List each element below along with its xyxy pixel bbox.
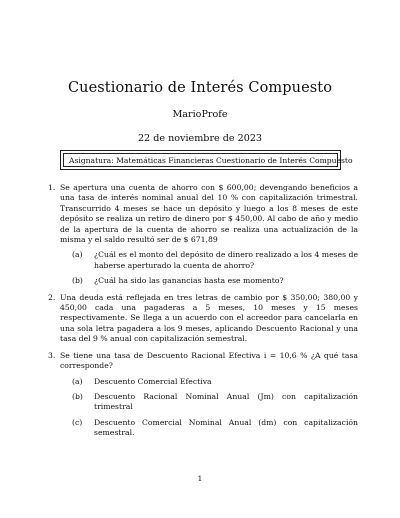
question-text: Se tiene una tasa de Descuento Racional Efectiva i = 10,6 % ¿A qué tasa corresponde? <box>60 350 358 371</box>
question-3 <box>48 351 358 439</box>
question-text: Una deuda está reflejada en tres letras de cambio por $ 350,00; 380,00 y 450,00 cada una pagaderas a 5 meses, 10 meses y 15 meses respectivamente. Se llega a un acuerdo con el acreedor para cancelarla en una sola letra pagadera a los 9 meses, aplicando Descuento Racional y una tasa del 9 % anual con capitalización semestral. <box>60 292 358 344</box>
author: MarioProfe <box>172 109 228 120</box>
question-2 <box>48 293 358 345</box>
sub-question-label: (b) <box>72 391 83 401</box>
sub-question <box>60 418 358 439</box>
question-list <box>48 183 358 445</box>
sub-question <box>60 250 358 271</box>
document-title: Cuestionario de Interés Compuesto <box>67 80 333 96</box>
question-number: 1. <box>48 183 56 192</box>
subject-box <box>60 150 353 170</box>
sub-question-text: Descuento Racional Nominal Anual (Jm) con capitalización trimestral <box>94 391 358 412</box>
subject-text: Asignatura: Matemáticas Financieras Cuestionario de Interés Compuesto <box>63 153 338 167</box>
question-number: 2. <box>48 292 56 302</box>
sub-question-text: Descuento Comercial Nominal Anual (dm) con capitalización semestral. <box>94 417 358 438</box>
sub-question <box>60 276 358 286</box>
sub-question-label: (c) <box>72 417 83 427</box>
question-text: Se apertura una cuenta de ahorro con $ 600,00; devengando beneficios a una tasa de interés nominal anual del 10 % con capitalización trimestral. Transcurrido 4 meses se hace un depósito y luego a los 8 meses de este depósito se realiza un retiro de dinero por $ 450,00. Al cabo de año y medio de la apertura de la cuenta de ahorro se realiza una actualización de la misma y el saldo resultó ser de $ 671,89 <box>60 183 358 245</box>
question-1 <box>48 183 358 287</box>
sub-question-label: (a) <box>72 250 83 260</box>
sub-question-label: (b) <box>72 276 83 286</box>
page-number: 1 <box>197 474 203 483</box>
sub-question-text: Descuento Comercial Efectiva <box>94 376 212 386</box>
sub-question-text: ¿Cuál es el monto del depósito de dinero realizado a los 4 meses de haberse aperturado la cuenta de ahorro? <box>94 250 358 270</box>
sub-question-text: ¿Cuál ha sido las ganancias hasta ese momento? <box>94 276 284 286</box>
date: 22 de noviembre de 2023 <box>137 133 263 144</box>
question-number: 3. <box>48 350 56 360</box>
sub-question <box>60 392 358 413</box>
sub-question-label: (a) <box>72 376 83 386</box>
sub-question <box>60 377 358 387</box>
